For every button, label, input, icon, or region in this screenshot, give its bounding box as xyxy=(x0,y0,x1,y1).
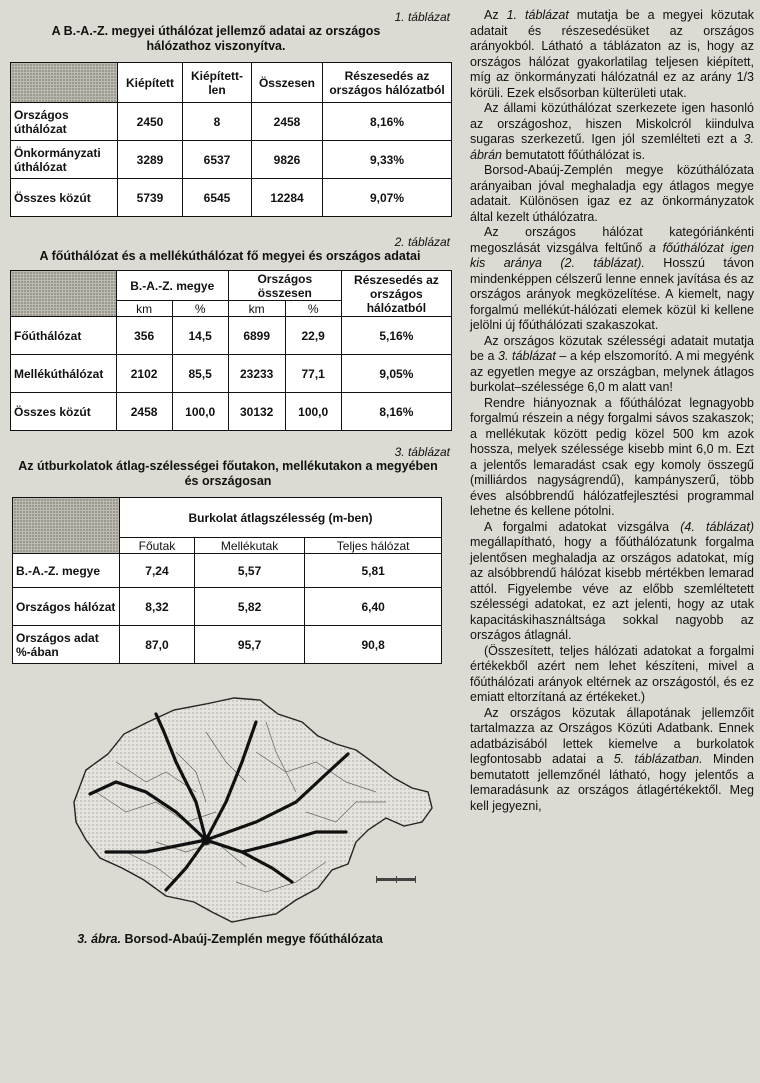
table2-corner xyxy=(11,271,117,317)
table1-number: 1. táblázat xyxy=(394,10,450,24)
table-cell: 5,16% xyxy=(341,317,451,355)
table-cell: 87,0 xyxy=(120,626,195,664)
paragraph xyxy=(470,706,754,815)
table2-sub-header: km xyxy=(116,301,172,317)
table-row xyxy=(11,355,452,393)
paragraph xyxy=(470,101,754,163)
table2-number: 2. táblázat xyxy=(394,235,450,249)
table-cell: 3289 xyxy=(118,141,183,179)
table1-header: Összesen xyxy=(252,63,323,103)
table3-sub-header: Teljes hálózat xyxy=(305,538,442,554)
figure-caption-text: Borsod-Abaúj-Zemplén megye főúthálózata xyxy=(124,932,383,946)
table1-corner xyxy=(11,63,118,103)
table-cell: 9,07% xyxy=(323,179,452,217)
table3-group-header: Burkolat átlagszélesség (m-ben) xyxy=(120,498,442,538)
paragraph xyxy=(470,8,754,101)
paragraph-text: mutatja be a megyei közutak adatait és részesedésüket az országos arányokból. Látható a táblázaton az is, hogy az országos hálózat gyakorlatilag teljesen kiépített, míg az önkormányzati hálózatnál ez az arány 1/3 körüli. Ezek elsősorban külterületi utak. xyxy=(470,8,754,100)
table-cell: 2458 xyxy=(252,103,323,141)
paragraph-text: Rendre hiányoznak a főúthálózat legnagyobb forgalmú részein a négy forgalmi sávos szakaszok; a mellékutak között pedig közel 500 km azok hossza, melyek szélessége kisebb mint 6,0 m. Ezt a jelentős lemaradást csak egy komoly összegű (milliárdos nagyságrendű), kampányszerű, több éves alsóbbrendű hálózatfejlesztési programmal lehetne és kellene pótolni. xyxy=(470,395,754,518)
paragraph-text: (Összesített, teljes hálózati adatokat a forgalmi értékekből azért nem lehet készíteni, mivel a főúthálózati arányok eltérnek az országostól, és ez emiatt eltorzítaná az értékeket.) xyxy=(470,643,754,704)
table-cell: 100,0 xyxy=(172,393,228,431)
table-row xyxy=(11,317,452,355)
table-cell: 6,40 xyxy=(305,588,442,626)
table-cell: 5,82 xyxy=(194,588,304,626)
table-row xyxy=(11,141,452,179)
table-cell: 2102 xyxy=(116,355,172,393)
map-graphic xyxy=(56,692,436,928)
table-cell: 22,9 xyxy=(285,317,341,355)
table-cell: 90,8 xyxy=(305,626,442,664)
paragraph-text: 5. táblázatban. xyxy=(613,752,703,766)
table-cell: 6899 xyxy=(228,317,285,355)
table-cell: 23233 xyxy=(228,355,285,393)
table-cell: 356 xyxy=(116,317,172,355)
table-cell: 5,81 xyxy=(305,554,442,588)
table-cell: 12284 xyxy=(252,179,323,217)
table2-group-header: Országos összesen xyxy=(228,271,341,301)
table-cell: 2450 xyxy=(118,103,183,141)
table-cell: 85,5 xyxy=(172,355,228,393)
row-label: Összes közút xyxy=(11,393,117,431)
table-cell: 8,16% xyxy=(323,103,452,141)
paragraph-text: 3. táblázat xyxy=(498,349,556,363)
table-row xyxy=(13,626,442,664)
row-label: B.-A.-Z. megye xyxy=(13,554,120,588)
table2-title: A főúthálózat és a mellékúthálózat fő megyei és országos adatai xyxy=(39,249,421,263)
body-text xyxy=(470,8,754,814)
table-cell: 8,32 xyxy=(120,588,195,626)
road-network-map xyxy=(56,692,436,928)
table3 xyxy=(12,497,442,664)
paragraph-text: Az állami közúthálózat szerkezete igen hasonló az országoshoz, hiszen Miskolcról kiindulva sugaras szerkezetű. Igen jól szemlélteti ezt a xyxy=(470,101,754,146)
table-cell: 7,24 xyxy=(120,554,195,588)
paragraph-text: Az országos közutak állapotának jellemzőit tartalmazza az Országos Közúti Adatbank. Ennek adatbázisából lettek kiemelve a burkolatok legfontosabb adatai a xyxy=(470,705,754,766)
paragraph xyxy=(470,644,754,706)
row-label: Főúthálózat xyxy=(11,317,117,355)
table-cell: 30132 xyxy=(228,393,285,431)
table-row xyxy=(11,179,452,217)
table-cell: 6537 xyxy=(183,141,252,179)
table-cell: 14,5 xyxy=(172,317,228,355)
table2-sub-header: % xyxy=(285,301,341,317)
paragraph-text: A forgalmi adatokat vizsgálva xyxy=(484,519,681,534)
paragraph-text: Minden bemutatott jellemzőnél látható, hogy jelentős a lemaradásunk az országos átlagértékektől. Meg kell jegyezni, xyxy=(470,752,754,813)
miskolc-marker xyxy=(201,835,211,845)
table3-sub-header: Főutak xyxy=(120,538,195,554)
paragraph-text: Az xyxy=(484,8,507,22)
table-row xyxy=(13,554,442,588)
table1-header: Részesedés az országos hálózatból xyxy=(323,63,452,103)
table-row xyxy=(11,393,452,431)
paragraph-text: (4. táblázat) xyxy=(680,519,754,534)
table-row xyxy=(11,103,452,141)
table-cell: 95,7 xyxy=(194,626,304,664)
paragraph-text: 1. táblázat xyxy=(506,8,569,22)
paragraph xyxy=(470,225,754,334)
paragraph xyxy=(470,396,754,520)
table2 xyxy=(10,270,452,431)
table2-sub-header: km xyxy=(228,301,285,317)
table3-title: Az útburkolatok átlag-szélességei főutakon, mellékutakon a megyében és országosan xyxy=(18,459,438,488)
paragraph-text: Borsod-Abaúj-Zemplén megye közúthálózata arányaiban jóval meghaladja egy átlagos megye adatait. Különösen igaz ez az önkormányzatok által kezelt úthálózatra. xyxy=(470,163,754,224)
row-label: Összes közút xyxy=(11,179,118,217)
left-column xyxy=(6,10,454,946)
paragraph-text: 3. ábrán xyxy=(470,132,754,162)
table1-header: Kiépített-len xyxy=(183,63,252,103)
table-cell: 2458 xyxy=(116,393,172,431)
table-cell: 9,05% xyxy=(341,355,451,393)
table-cell: 77,1 xyxy=(285,355,341,393)
table3-sub-header: Mellékutak xyxy=(194,538,304,554)
figure-label: 3. ábra. xyxy=(77,932,121,946)
table-cell: 8 xyxy=(183,103,252,141)
table-cell: 6545 xyxy=(183,179,252,217)
paragraph xyxy=(470,163,754,225)
row-label: Országos úthálózat xyxy=(11,103,118,141)
figure-caption xyxy=(6,932,454,946)
row-label: Országos adat %-ában xyxy=(13,626,120,664)
table-row xyxy=(13,588,442,626)
paragraph-text: bemutatott főúthálózat is. xyxy=(501,147,646,162)
table1-title: A B.-A.-Z. megyei úthálózat jellemző adatai az országos hálózathoz viszonyítva. xyxy=(51,24,381,53)
table-cell: 5,57 xyxy=(194,554,304,588)
table1 xyxy=(10,62,452,217)
paragraph-text: a főúthálózat igen kis aránya (2. táblázat). xyxy=(470,240,754,270)
paragraph-text: megállapítható, hogy a főúthálózatunk forgalma jelentősen meghaladja az országos adatokat, míg az alsóbbrendű hálózat kisebb mértékben lemarad attól. Figyelembe véve az előbb szemléltetett szélességi adatokat, ez azt jelenti, hogy az utak kapacitáskihasználtsága sokkal nagyobb az országos átlagnál. xyxy=(470,535,754,642)
table2-group-header: B.-A.-Z. megye xyxy=(116,271,228,301)
paragraph xyxy=(470,520,754,644)
table-cell: 9826 xyxy=(252,141,323,179)
table1-header: Kiépített xyxy=(118,63,183,103)
row-label: Önkormányzati úthálózat xyxy=(11,141,118,179)
paragraph xyxy=(470,334,754,396)
paragraph-text: Az országos közutak szélességi adatait mutatja be a xyxy=(470,333,754,363)
paragraph-text: – a kép elszomorító. A mi megyénk az egyetlen megye az országban, melynek átlagos burkolat–szélessége 6,0 m alatt van! xyxy=(470,349,754,394)
row-label: Mellékúthálózat xyxy=(11,355,117,393)
table3-number: 3. táblázat xyxy=(394,445,450,459)
row-label: Országos hálózat xyxy=(13,588,120,626)
table3-corner xyxy=(13,498,120,554)
table-cell: 5739 xyxy=(118,179,183,217)
table-cell: 100,0 xyxy=(285,393,341,431)
table2-sub-header: % xyxy=(172,301,228,317)
paragraph-text: Az országos hálózat kategóriánkénti megoszlását vizsgálva feltűnő xyxy=(470,225,754,255)
table2-group-header: Részesedés az országos hálózatból xyxy=(341,271,451,317)
paragraph-text: Hosszú távon mindenképpen célszerű lenne ennek javítása és az országos arányok megközelítése. A kiemelt, nagy forgalmú mellékút-hálózati elemek közül ki kellene jelölni új főúthálózati szakaszokat. xyxy=(470,256,754,332)
scale-bar xyxy=(376,876,416,883)
table-cell: 9,33% xyxy=(323,141,452,179)
table-cell: 8,16% xyxy=(341,393,451,431)
